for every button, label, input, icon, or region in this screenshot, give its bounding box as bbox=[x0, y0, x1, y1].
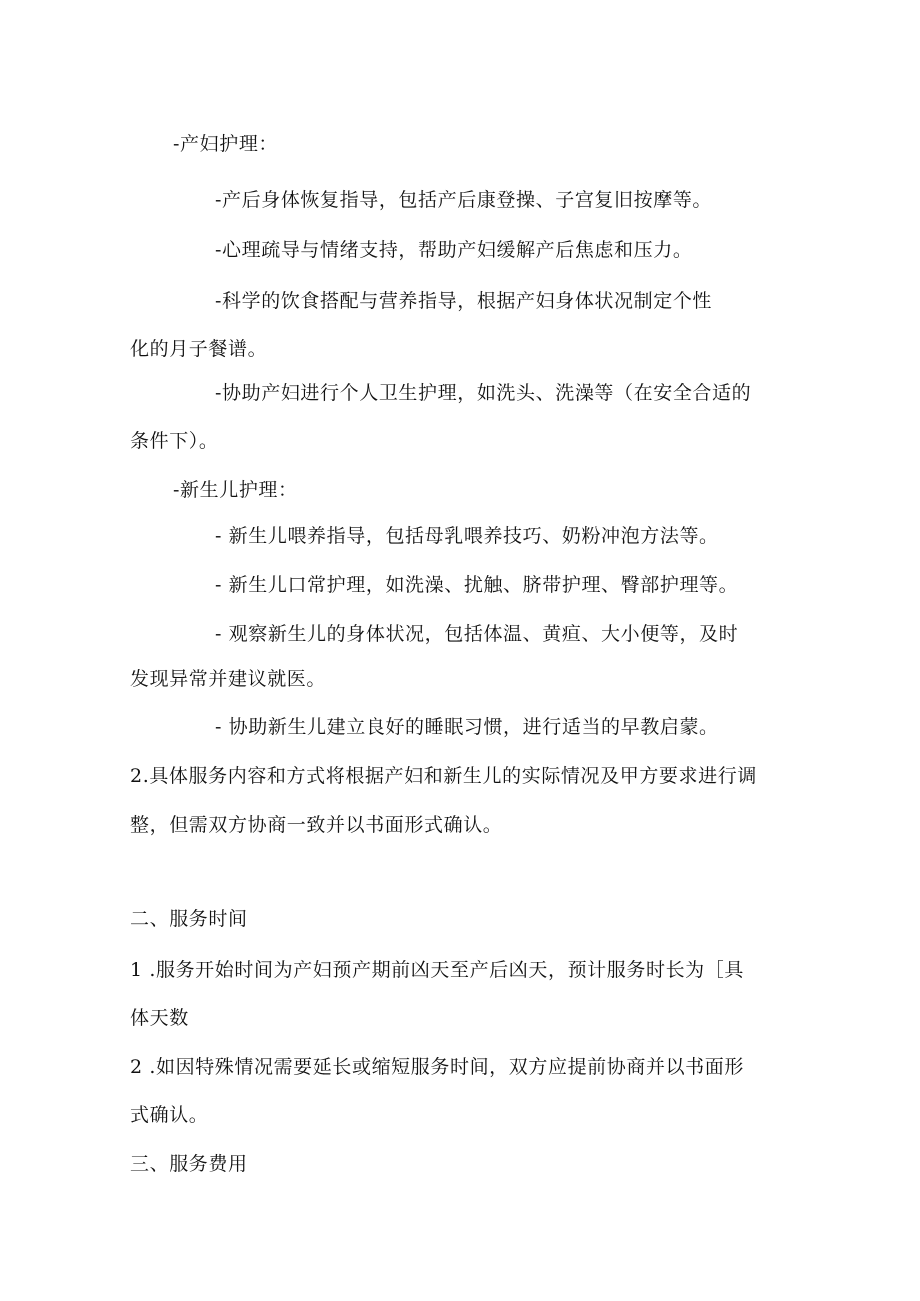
section-heading-service-fee: 三、服务费用 bbox=[130, 1153, 248, 1175]
newborn-care-item-2: - 新生儿口常护理，如洗澡、扰触、脐带护理、臀部护理等。 bbox=[215, 574, 739, 596]
service-time-item-2-cont: 式确认。 bbox=[130, 1104, 209, 1126]
maternal-care-item-3-cont: 化的月子餐谱。 bbox=[130, 338, 268, 360]
service-time-item-1-cont: 体天数 bbox=[130, 1007, 189, 1029]
maternal-care-item-2: -心理疏导与情绪支持，帮助产妇缓解产后焦虑和压力。 bbox=[215, 239, 693, 261]
newborn-care-item-4: - 协助新生儿建立良好的睡眠习惯，进行适当的早教启蒙。 bbox=[215, 716, 719, 738]
maternal-care-heading: -产妇护理： bbox=[173, 133, 279, 155]
newborn-care-item-3-cont: 发现异常并建议就医。 bbox=[130, 668, 327, 690]
clause-2-cont: 整，但需双方协商一致并以书面形式确认。 bbox=[130, 814, 503, 836]
maternal-care-item-3: -科学的饮食搭配与营养指导，根据产妇身体状况制定个性 bbox=[215, 290, 713, 312]
newborn-care-item-1: - 新生儿喂养指导，包括母乳喂养技巧、奶粉冲泡方法等。 bbox=[215, 525, 719, 547]
maternal-care-item-4: -协助产妇进行个人卫生护理，如洗头、洗澡等（在安全合适的 bbox=[215, 382, 752, 404]
service-time-item-1: 1 .服务开始时间为产妇预产期前凶天至产后凶天，预计服务时长为［具 bbox=[130, 959, 744, 981]
service-time-item-2: 2 .如因特殊情况需要延长或缩短服务时间，双方应提前协商并以书面形 bbox=[130, 1056, 744, 1078]
newborn-care-item-3: - 观察新生儿的身体状况，包括体温、黄疸、大小便等，及时 bbox=[215, 623, 739, 645]
maternal-care-item-4-cont: 条件下）。 bbox=[130, 430, 219, 452]
section-heading-service-time: 二、服务时间 bbox=[130, 908, 248, 930]
newborn-care-heading: -新生儿护理： bbox=[173, 479, 298, 501]
clause-2: 2.具体服务内容和方式将根据产妇和新生儿的实际情况及甲方要求进行调 bbox=[130, 765, 757, 787]
maternal-care-item-1: -产后身体恢复指导，包括产后康登操、子宫复旧按摩等。 bbox=[215, 189, 713, 211]
